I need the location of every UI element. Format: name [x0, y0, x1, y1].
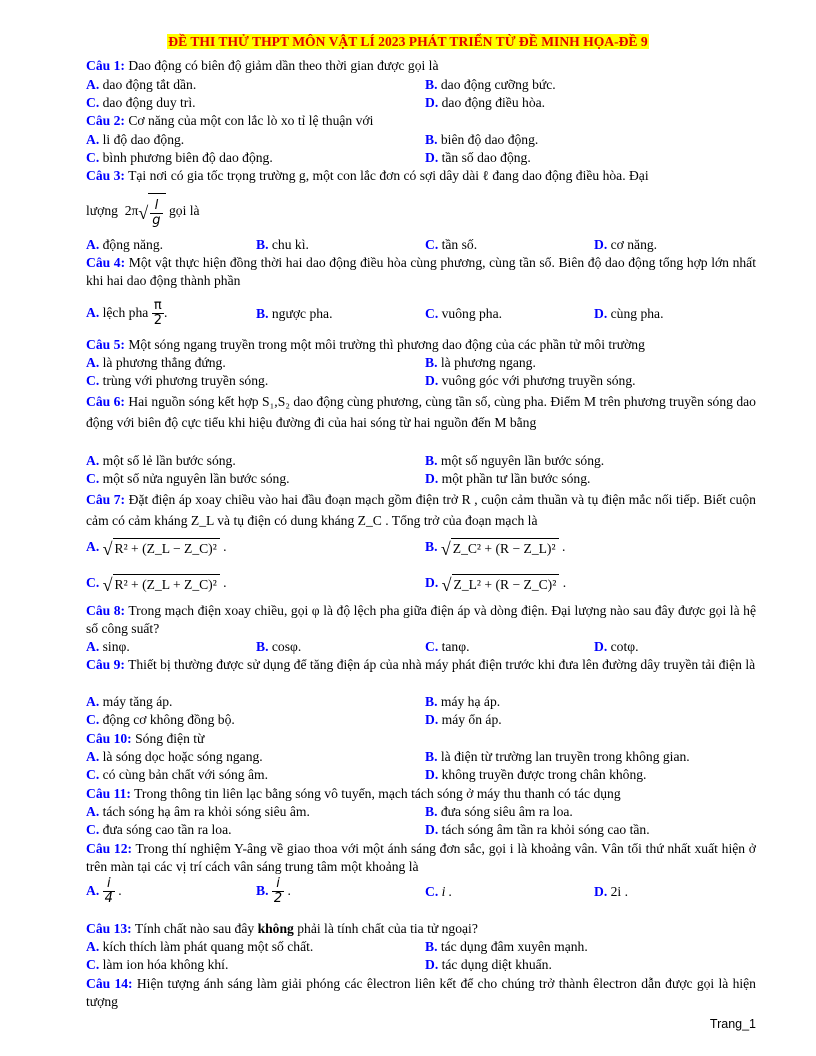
q12-option-b: B. $\frac{i}{2}$ .: [256, 876, 291, 907]
q8-option-a: A. sinφ.: [86, 639, 130, 654]
question-7: Câu 7: Đặt điện áp xoay chiều vào hai đầu đoạn mạch gồm điện trở R , cuộn cảm thuần và tụ điện mắc nối tiếp. Biết cuộn cảm có cảm kháng Z_L và tụ điện có dung kháng Z_C . Tổng trở của đoạn mạch là: [86, 492, 756, 528]
question-5: Câu 5: Một sóng ngang truyền trong một môi trường thì phương dao động của các phần tử môi trường: [86, 337, 645, 352]
q2-option-a: A. li độ dao động.: [86, 132, 185, 147]
question-14: Câu 14: Hiện tượng ánh sáng làm giải phóng các êlectron liên kết để cho chúng trở thành êlectron dẫn được gọi là hiện tượng: [86, 976, 756, 1009]
q10-option-a: A. là sóng dọc hoặc sóng ngang.: [86, 749, 263, 764]
pi-over-2-fraction: $\frac{\pi}{2}$: [153, 298, 162, 329]
question-8: Câu 8: Trong mạch điện xoay chiều, gọi φ là độ lệch pha giữa điện áp và dòng điện. Đại lượng nào sau đây được gọi là hệ số công suất?: [86, 603, 756, 636]
question-9: Câu 9: Thiết bị thường được sử dụng để tăng điện áp của nhà máy phát điện trước khi đưa lên đường dây truyền tải điện là: [86, 657, 756, 672]
exam-title: ĐỀ THI THỬ THPT MÔN VẬT LÍ 2023 PHÁT TRIỂN TỪ ĐỀ MINH HỌA-ĐỀ 9: [168, 34, 648, 49]
question-12: Câu 12: Trong thí nghiệm Y-âng về giao thoa với một ánh sáng đơn sắc, gọi i là khoảng vân. Vân tối thứ nhất xuất hiện ở trên màn tại các vị trí cách vân sáng trung tâm một khoảng là: [86, 841, 756, 874]
q9-option-b: B. máy hạ áp.: [425, 694, 501, 709]
q12-option-a: A. $\frac{i}{4}$ .: [86, 876, 122, 907]
q4-option-c: C. vuông pha.: [425, 306, 503, 321]
q13-option-b: B. tác dụng đâm xuyên mạnh.: [425, 939, 588, 954]
q11-option-b: B. đưa sóng siêu âm ra loa.: [425, 804, 573, 819]
q2-option-b: B. biên độ dao động.: [425, 132, 539, 147]
q5-option-b: B. là phương ngang.: [425, 355, 536, 370]
q2-option-c: C. bình phương biên độ dao động.: [86, 150, 273, 165]
q7-option-c: C. √ R² + (Z_L + Z_C)² .: [86, 575, 227, 595]
q7-option-b: B. √ Z_C² + (R − Z_L)² .: [425, 539, 566, 559]
q5-option-a: A. là phương thẳng đứng.: [86, 355, 226, 370]
question-3: Câu 3: Tại nơi có gia tốc trọng trường g, một con lắc đơn có sợi dây dài ℓ đang dao động điều hòa. Đại: [86, 168, 649, 183]
q10-option-d: D. không truyền được trong chân không.: [425, 767, 647, 782]
question-13: Câu 13: Tính chất nào sau đây không phải là tính chất của tia tử ngoại?: [86, 921, 478, 936]
page-number: Trang_1: [709, 1017, 756, 1031]
q12-option-d: D. 2i .: [594, 884, 628, 899]
q1-option-c: C. dao động duy trì.: [86, 95, 196, 110]
q1-option-a: A. dao động tắt dần.: [86, 77, 197, 92]
q7-option-a: A. √ R² + (Z_L − Z_C)² .: [86, 539, 227, 559]
q9-option-d: D. máy ổn áp.: [425, 712, 502, 727]
q2-option-d: D. tần số dao động.: [425, 150, 531, 165]
q11-option-a: A. tách sóng hạ âm ra khỏi sóng siêu âm.: [86, 804, 310, 819]
q11-option-d: D. tách sóng âm tần ra khỏi sóng cao tần.: [425, 822, 650, 837]
q13-option-c: C. làm ion hóa không khí.: [86, 957, 229, 972]
q3-option-c: C. tần số.: [425, 237, 478, 252]
q5-option-c: C. trùng với phương truyền sóng.: [86, 373, 269, 388]
q9-option-c: C. động cơ không đồng bộ.: [86, 712, 235, 727]
q10-option-c: C. có cùng bản chất với sóng âm.: [86, 767, 268, 782]
q3-option-d: D. cơ năng.: [594, 237, 658, 252]
question-6: Câu 6: Hai nguồn sóng kết hợp S₁,S₂ dao động cùng phương, cùng tần số, cùng pha. Điểm M trên phương truyền sóng dao động với biên độ cực tiểu khi hiệu đường đi của hai sóng từ hai nguồn đến M bằng: [86, 394, 756, 430]
q1-option-b: B. dao động cưỡng bức.: [425, 77, 556, 92]
question-3-formula-line: lượng 2π√ $\frac{l}{g}$ gọi là: [86, 193, 756, 231]
two-pi-sqrt-l-over-g-formula: 2π√ $\frac{l}{g}$: [121, 203, 165, 218]
q6-option-b: B. một số nguyên lần bước sóng.: [425, 453, 605, 468]
q4-option-a: A. lệch pha $\frac{\pi}{2}$ .: [86, 298, 168, 329]
question-1: Câu 1: Dao động có biên độ giảm dần theo thời gian được gọi là: [86, 58, 439, 73]
q7-option-d: D. √ Z_L² + (R − Z_C)² .: [425, 575, 567, 595]
q8-option-b: B. cosφ.: [256, 639, 302, 654]
q12-option-c: C. i .: [425, 884, 453, 899]
q3-option-a: A. động năng.: [86, 237, 164, 252]
q4-option-b: B. ngược pha.: [256, 306, 333, 321]
q3-option-b: B. chu kì.: [256, 237, 309, 252]
q9-option-a: A. máy tăng áp.: [86, 694, 173, 709]
q8-option-c: C. tanφ.: [425, 639, 470, 654]
q6-option-a: A. một số lẻ lần bước sóng.: [86, 453, 236, 468]
question-11: Câu 11: Trong thông tin liên lạc bằng sóng vô tuyến, mạch tách sóng ở máy thu thanh có tác dụng: [86, 786, 621, 801]
q4-option-d: D. cùng pha.: [594, 306, 664, 321]
q6-option-d: D. một phần tư lần bước sóng.: [425, 471, 591, 486]
question-10: Câu 10: Sóng điện từ: [86, 731, 205, 746]
q5-option-d: D. vuông góc với phương truyền sóng.: [425, 373, 636, 388]
q6-option-c: C. một số nửa nguyên lần bước sóng.: [86, 471, 290, 486]
q1-option-d: D. dao động điều hòa.: [425, 95, 546, 110]
q8-option-d: D. cotφ.: [594, 639, 639, 654]
q10-option-b: B. là điện từ trường lan truyền trong không gian.: [425, 749, 690, 764]
q11-option-c: C. đưa sóng cao tần ra loa.: [86, 822, 232, 837]
q13-option-d: D. tác dụng diệt khuẩn.: [425, 957, 552, 972]
q13-option-a: A. kích thích làm phát quang một số chất.: [86, 939, 314, 954]
question-4: Câu 4: Một vật thực hiện đồng thời hai dao động điều hòa cùng phương, cùng tần số. Biên độ dao động tổng hợp lớn nhất khi hai dao động thành phần: [86, 255, 756, 288]
question-2: Câu 2: Cơ năng của một con lắc lò xo tỉ lệ thuận với: [86, 113, 374, 128]
